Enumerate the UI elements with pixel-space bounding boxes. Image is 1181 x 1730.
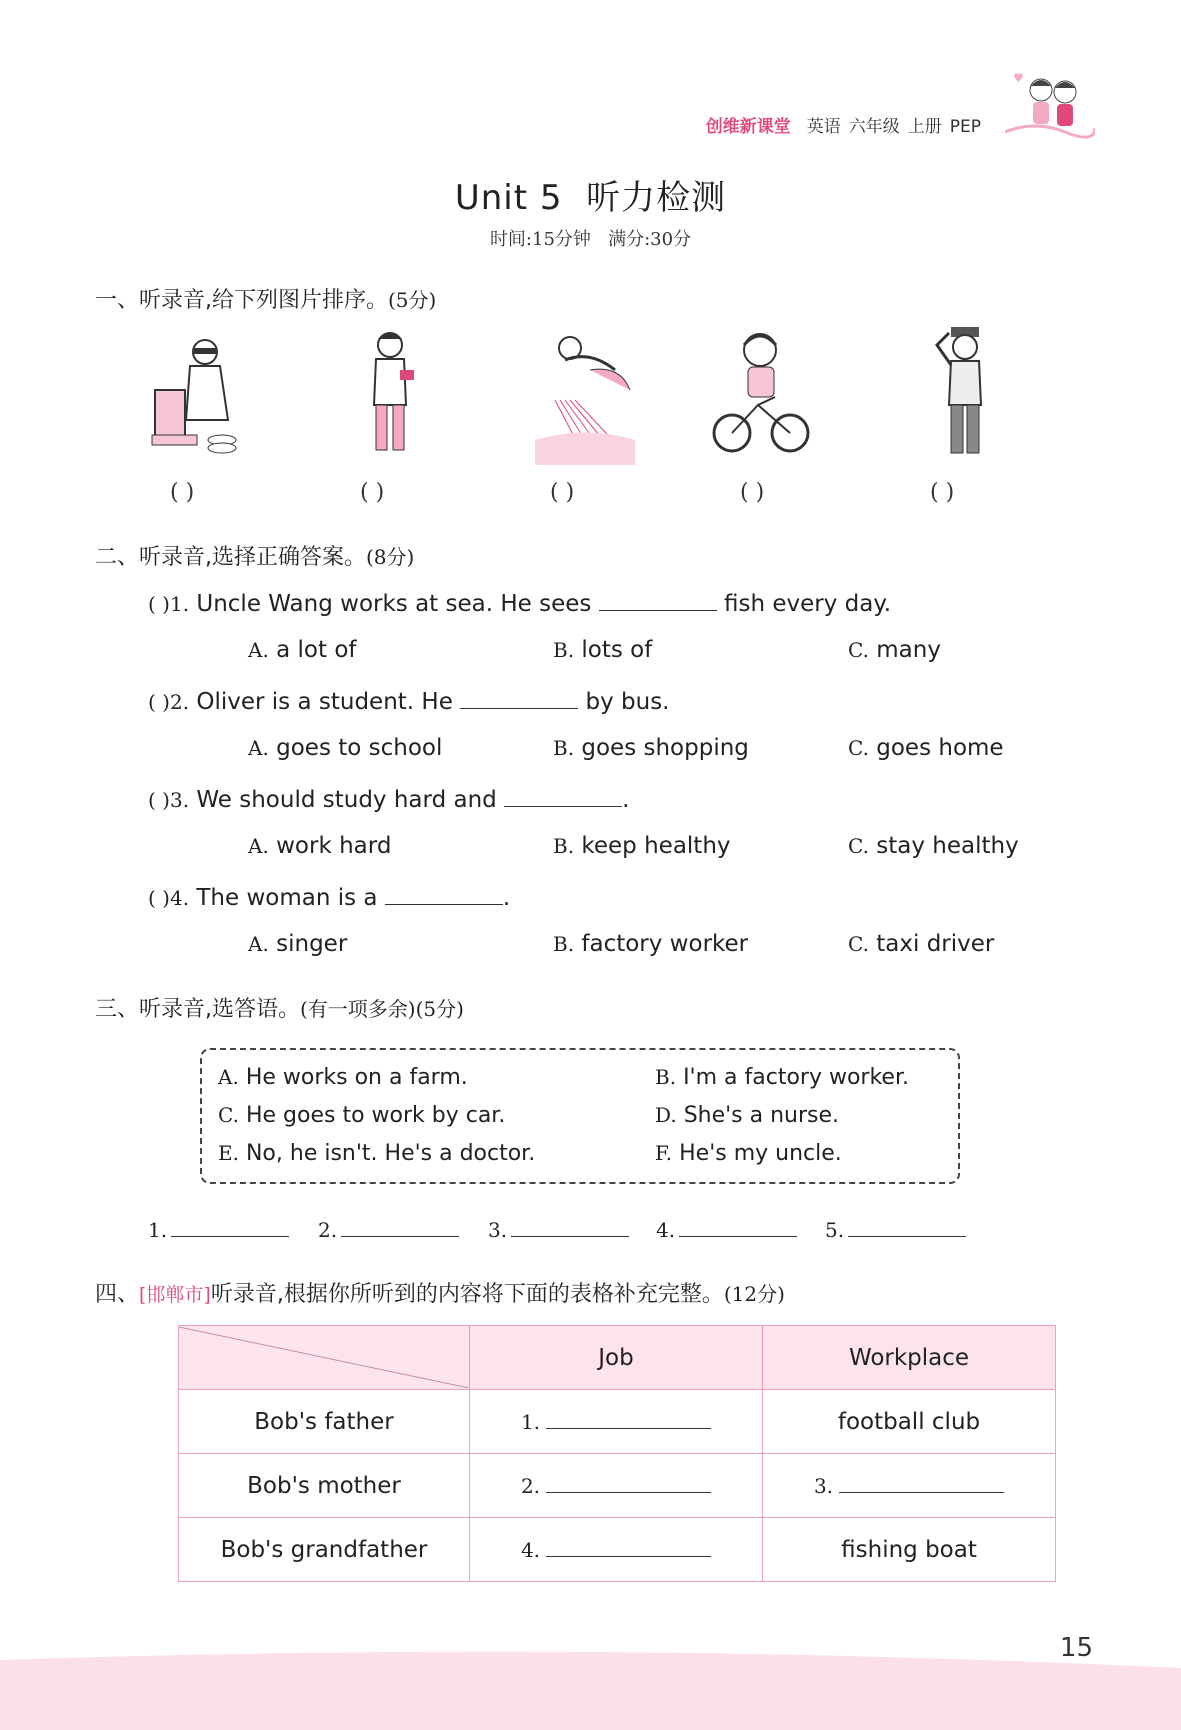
answer-number: 4.: [656, 1218, 676, 1242]
option-letter: A.: [218, 1065, 239, 1089]
option-c[interactable]: [848, 931, 994, 957]
question-text: We should study hard and: [196, 787, 497, 813]
page-title: Unit 5 听力检测: [454, 178, 727, 218]
section1-points: (5分): [388, 288, 437, 312]
option-a[interactable]: [248, 931, 347, 957]
column-header-workplace: Workplace: [763, 1326, 1056, 1390]
answer-blank-3[interactable]: [488, 1218, 629, 1242]
option-text: goes to school: [276, 735, 443, 761]
option-c[interactable]: [848, 637, 941, 663]
option-letter: A.: [248, 638, 269, 662]
picture-answer-paren-3[interactable]: ( ): [550, 480, 575, 505]
answer-line[interactable]: [546, 1536, 711, 1557]
answer-paren[interactable]: ( ): [148, 886, 170, 910]
option-letter: B.: [553, 638, 575, 662]
edition-label: PEP: [949, 117, 981, 137]
answer-number: 1.: [148, 1218, 168, 1242]
cell-number: 1.: [520, 1410, 541, 1434]
question-text-end: by bus.: [585, 689, 670, 715]
answer-number: 5.: [825, 1218, 845, 1242]
answer-paren[interactable]: ( ): [148, 690, 170, 714]
question-number: 1.: [169, 592, 190, 616]
question-text: Uncle Wang works at sea. He sees: [196, 591, 592, 617]
diagonal-line-icon: [179, 1327, 469, 1388]
section2-heading: [95, 540, 414, 571]
option-letter: C.: [848, 736, 869, 760]
option-letter: B.: [553, 932, 575, 956]
option-a[interactable]: [248, 735, 442, 761]
option-text: I'm a factory worker.: [683, 1065, 909, 1090]
option-text: He goes to work by car.: [245, 1103, 506, 1128]
option-letter: A.: [248, 736, 269, 760]
job-cell[interactable]: [470, 1518, 763, 1582]
option-letter: A.: [248, 932, 269, 956]
option-text: taxi driver: [876, 931, 995, 957]
question-text-end: .: [502, 885, 511, 911]
section2-points: (8分): [366, 545, 415, 569]
option-text: She's a nurse.: [683, 1103, 840, 1128]
response-option-d: [655, 1103, 839, 1128]
option-b[interactable]: [553, 735, 749, 761]
option-c[interactable]: [848, 833, 1019, 859]
svg-text:♥: ♥: [1013, 71, 1024, 85]
section2-title: 二、听录音,选择正确答案。: [95, 545, 366, 570]
section1-heading: [95, 283, 436, 314]
workplace-cell: fishing boat: [763, 1518, 1056, 1582]
question-text: Oliver is a student. He: [196, 689, 453, 715]
cell-number: 4.: [520, 1538, 541, 1562]
scientist-picture: [150, 330, 250, 465]
question-4: [148, 882, 510, 911]
question-number: 3.: [169, 788, 190, 812]
blank-line[interactable]: [599, 588, 717, 611]
kids-mascot-icon: [1005, 70, 1095, 150]
row-label: Bob's father: [179, 1390, 470, 1454]
city-tag: [邯郸市]: [139, 1284, 211, 1306]
police-officer-picture: [915, 325, 1015, 460]
option-c[interactable]: [848, 735, 1004, 761]
option-letter: B.: [655, 1065, 677, 1089]
section4-prefix: 四、: [95, 1282, 140, 1307]
response-option-a: [218, 1065, 468, 1090]
question-text-end: fish every day.: [724, 591, 892, 617]
answer-line[interactable]: [171, 1218, 289, 1237]
job-table: [178, 1325, 1056, 1582]
option-text: keep healthy: [581, 833, 731, 859]
answer-paren[interactable]: ( ): [148, 592, 170, 616]
question-2: [148, 686, 670, 715]
cell-number: 3.: [813, 1474, 834, 1498]
answer-line[interactable]: [839, 1472, 1004, 1493]
page-header: [706, 112, 981, 137]
option-letter: C.: [848, 638, 869, 662]
option-b[interactable]: [553, 637, 652, 663]
option-letter: C.: [848, 834, 869, 858]
job-cell[interactable]: [470, 1390, 763, 1454]
answer-number: 2.: [318, 1218, 338, 1242]
response-option-e: [218, 1141, 535, 1166]
option-text: factory worker: [581, 931, 749, 957]
section4-points: (12分): [723, 1282, 785, 1306]
response-option-c: [218, 1103, 505, 1128]
picture-answer-paren-4[interactable]: ( ): [740, 480, 765, 505]
section1-title: 一、听录音,给下列图片排序。: [95, 288, 388, 313]
response-option-b: [655, 1065, 909, 1090]
option-text: work hard: [276, 833, 392, 859]
option-text: goes home: [876, 735, 1004, 761]
section3-points: (有一项多余)(5分): [300, 997, 464, 1021]
blank-line[interactable]: [385, 882, 503, 905]
term-label: 上册: [907, 117, 942, 137]
option-text: many: [876, 637, 941, 663]
table-row: [179, 1454, 1056, 1518]
subject-label: 英语: [806, 117, 841, 137]
answer-blank-5[interactable]: [825, 1218, 966, 1242]
answer-line[interactable]: [546, 1408, 711, 1429]
answer-blank-1[interactable]: [148, 1218, 289, 1242]
table-row: [179, 1518, 1056, 1582]
answer-blank-2[interactable]: [318, 1218, 459, 1242]
option-letter: D.: [655, 1103, 677, 1127]
answer-blank-4[interactable]: [656, 1218, 797, 1242]
picture-answer-paren-5[interactable]: ( ): [930, 480, 955, 505]
option-text: He's my uncle.: [679, 1141, 842, 1166]
question-text-end: .: [622, 787, 630, 813]
question-3: [148, 784, 629, 813]
section3-title: 三、听录音,选答语。: [95, 997, 300, 1022]
grade-label: 六年级: [848, 117, 900, 137]
workplace-cell[interactable]: [763, 1454, 1056, 1518]
answer-line[interactable]: [848, 1218, 966, 1237]
option-text: goes shopping: [581, 735, 749, 761]
option-letter: C.: [218, 1103, 239, 1127]
row-label: Bob's mother: [179, 1454, 470, 1518]
blank-line[interactable]: [504, 784, 622, 807]
option-text: a lot of: [276, 637, 357, 663]
answer-number: 3.: [488, 1218, 508, 1242]
picture-answer-paren-1[interactable]: ( ): [170, 480, 195, 505]
row-label: Bob's grandfather: [179, 1518, 470, 1582]
column-header-job: Job: [470, 1326, 763, 1390]
option-text: He works on a farm.: [245, 1065, 468, 1090]
section4-heading: [95, 1277, 785, 1308]
option-letter: B.: [553, 736, 575, 760]
table-row: [179, 1390, 1056, 1454]
page-number: 15: [1059, 1633, 1093, 1663]
option-b[interactable]: [553, 931, 748, 957]
time-score-info: 时间:15分钟 满分:30分: [489, 229, 692, 250]
answer-line[interactable]: [546, 1472, 711, 1493]
workplace-cell: football club: [763, 1390, 1056, 1454]
section4-title: 听录音,根据你所听到的内容将下面的表格补充完整。: [210, 1282, 724, 1307]
cell-number: 2.: [520, 1474, 541, 1498]
blank-line[interactable]: [460, 686, 578, 709]
option-letter: A.: [248, 834, 269, 858]
option-letter: F.: [655, 1141, 673, 1165]
answer-paren[interactable]: ( ): [148, 788, 170, 812]
option-text: lots of: [581, 637, 653, 663]
boy-cycling-picture: [710, 325, 810, 460]
option-text: stay healthy: [876, 833, 1019, 859]
option-a[interactable]: [248, 637, 357, 663]
option-text: No, he isn't. He's a doctor.: [245, 1141, 536, 1166]
answer-line[interactable]: [511, 1218, 629, 1237]
option-letter: C.: [848, 932, 869, 956]
option-a[interactable]: [248, 833, 391, 859]
response-option-f: [655, 1141, 842, 1166]
option-letter: E.: [218, 1141, 239, 1165]
doctor-picture: [340, 325, 440, 460]
option-letter: B.: [553, 834, 575, 858]
job-cell[interactable]: [470, 1454, 763, 1518]
brand-label: 创维新课堂: [705, 117, 791, 137]
diagonal-header-cell: [179, 1326, 470, 1390]
answer-line[interactable]: [679, 1218, 797, 1237]
picture-answer-paren-2[interactable]: ( ): [360, 480, 385, 505]
question-1: [148, 588, 891, 617]
fisherman-picture: [535, 330, 635, 465]
section3-heading: [95, 992, 464, 1023]
option-b[interactable]: [553, 833, 731, 859]
footer-decoration: [0, 1640, 1181, 1730]
question-number: 2.: [169, 690, 190, 714]
question-number: 4.: [169, 886, 190, 910]
option-text: singer: [276, 931, 348, 957]
question-text: The woman is a: [196, 885, 378, 911]
answer-line[interactable]: [341, 1218, 459, 1237]
table-header-row: [179, 1326, 1056, 1390]
